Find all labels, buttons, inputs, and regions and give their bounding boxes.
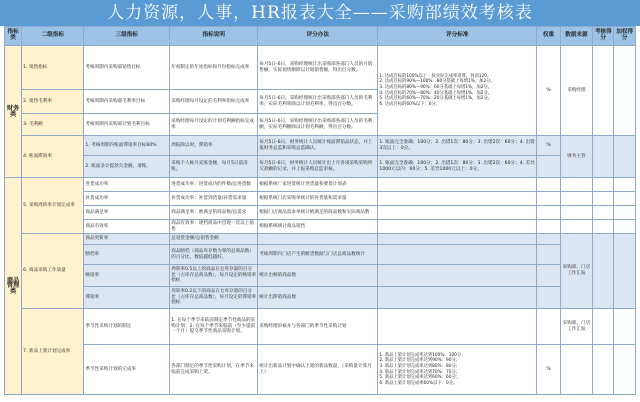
l2-cell: 3. 毛利额 (22, 114, 84, 136)
desc-cell: 采购个人帐月充账金额，每月5日前清账。 (170, 156, 258, 178)
l3-cell: 滞销率 (84, 287, 170, 309)
desc-cell: 采购经理每月设定的计划毛利额指标完成率 (170, 114, 258, 136)
header-row (5, 27, 636, 46)
score-cell[interactable] (593, 178, 614, 192)
kpi-table (4, 26, 636, 395)
source-cell: 财务主管 (560, 136, 592, 178)
score-cell[interactable] (593, 206, 614, 220)
method-cell: 根据系统门店采购单统计的补货量和需求量 (258, 192, 378, 206)
l3-cell: 商品满足率 (84, 206, 170, 220)
method-cell: 采购经理审核并与各部门的季节性采购计划 (258, 309, 378, 345)
l2-cell: 4. 账面滞销率 (22, 136, 84, 178)
desc-cell: 补货成功率：补货到货量/补货需求量 (170, 192, 258, 206)
weighted-score-cell[interactable] (614, 178, 636, 192)
table-row (5, 309, 636, 345)
weighted-score-cell[interactable] (614, 220, 636, 234)
weight-cell (537, 178, 561, 192)
table-row (5, 156, 636, 178)
l2-cell: 7. 新品上架计划完成率 (22, 309, 84, 395)
method-cell: 考核周期内门店产生的断货数据与门店总商品数统计 (258, 245, 378, 265)
method-cell: 统计出畅销商品数 (258, 265, 378, 287)
l3-cell: 断档率 (84, 245, 170, 265)
header-cell: 指标说明 (170, 27, 258, 46)
l2-cell: 1. 销售指标 (22, 46, 84, 90)
l3-cell: 考核周期内采购部计划毛利目标 (84, 114, 170, 136)
table-row (5, 136, 636, 156)
header-cell: 评分标准 (378, 27, 537, 46)
desc-cell: 周报除以时，滞销率 (170, 136, 258, 156)
l3-cell: 1. 考核周期内账面滞销率目标60% (84, 136, 170, 156)
method-cell: 每月5日-6日，财务统计人员统计账面滞销品状态，并上报财务总监和采购总监确认。 (258, 136, 378, 156)
header-cell: 加权得分 (614, 27, 636, 46)
desc-cell: 周转率0.5以上的商品在仓库存量的百分比（占库存总商品数），每月设定的畅销率指标 (170, 265, 258, 287)
header-cell: 评分办法 (258, 27, 378, 46)
source-cell (560, 178, 592, 192)
desc-cell: 周转率0.2以下的商品在仓库存量的百分比（占库存总商品数），每月设定的滞销率指标 (170, 287, 258, 309)
method-cell: 根据门店商品需求单统计被满足的商品数和实际商品数 (258, 206, 378, 220)
table-row (5, 206, 636, 220)
method-cell: 每月5日-6日，采购经理统计出采购部各部门人员的毛利率，实际毛利率除以计划毛利率，得出百分数。 (258, 90, 378, 114)
table-row (5, 287, 636, 309)
desc-cell: 各部门制定的季节性采购计划，在季节来临前完成采购上架。 (170, 345, 258, 395)
table-row (5, 245, 636, 265)
l3-cell: 商品有效率 (84, 220, 170, 234)
l3-cell: 考核周期内采购部销售目标 (84, 46, 170, 90)
sheet-title: 人力资源，人事，HR报表大全——采购部绩效考核表 (0, 0, 640, 26)
weighted-score-cell[interactable] (614, 46, 636, 136)
table-row (5, 220, 636, 234)
l3-cell: 畅销率 (84, 265, 170, 287)
score-cell[interactable] (593, 234, 614, 309)
method-cell: 根据系统统计商品销售 (258, 220, 378, 234)
weight-cell (537, 156, 561, 178)
method-cell: 每月5日-6日，财务统计人员统计出上月各项采购采购所欠款额的记录，并上报采购总监审核。 (258, 156, 378, 178)
l3-cell: 2. 账面多计提款欠金额，请账。 (84, 156, 170, 178)
std-cell: 1. 新品上架计划完成率达到100%：100分； 2. 新品上架计划完成率达到90%：90分； 3. 新品上架计划完成率达到80%：80分； 4. 新品上架计划完成率达到70%：70分； 5. 新品上架计划完成率达到60%：60分； 6. 新品上架计划完成率60%以下：0分。 (378, 345, 537, 395)
score-cell[interactable] (593, 192, 614, 206)
std-cell (378, 178, 537, 192)
table-row (5, 178, 636, 192)
score-cell[interactable] (593, 46, 614, 136)
table-row (5, 345, 636, 395)
header-cell: 权重 (537, 27, 561, 46)
desc-cell: 年初制定的年度指标和月份指标完成率 (170, 46, 258, 90)
desc-cell: 商品断档（商品库存数为零的总商品数）的百分比，数值越低越好。 (170, 245, 258, 265)
desc-cell: 采购经理每月设定的毛利率指标完成率 (170, 90, 258, 114)
method-cell: 根据系统厂家进货统计进货量和要货计划表 (258, 178, 378, 192)
weighted-score-cell[interactable] (614, 206, 636, 220)
method-cell (258, 234, 378, 245)
score-cell[interactable] (593, 220, 614, 234)
source-cell: 采购部、门店工作汇报 (560, 234, 592, 309)
l2-cell: 5. 采购周转率计划完成率 (22, 178, 84, 234)
desc-cell: 商品满足率：被满足的商品数/总需求 (170, 206, 258, 220)
weighted-score-cell[interactable] (614, 192, 636, 206)
std-cell: 1. 账面完全准确：100分；2. 出错1次：80分；3. 出错2次：60分；4. 出错3次以上：0分。 (378, 136, 537, 156)
l3-cell: 进货成功率 (84, 178, 170, 192)
weighted-score-cell[interactable] (614, 234, 636, 309)
weighted-score-cell[interactable] (614, 309, 636, 345)
header-cell: 数据来源 (560, 27, 592, 46)
desc-cell: 1. 在每个季节来临前制定季节性商品的采购计划；2. 在每个季节来临前（至少提前一个月）提交季节性商品采购计划。 (170, 309, 258, 345)
l3-cell: 商品更新率 (84, 234, 170, 245)
table-row (5, 234, 636, 245)
method-cell: 每月5日-6日，采购经理统计出采购部各部门人员的月销售额，实际销售额除以计划销售额，得出百分数。 (258, 46, 378, 90)
header-cell: 三级指标 (84, 27, 170, 46)
weight-cell: % (537, 345, 561, 395)
category-cell: 商品管理类 (5, 178, 22, 395)
score-cell[interactable] (593, 309, 614, 345)
weight-cell: % (537, 136, 561, 156)
method-cell: 统计出滞销商品数 (258, 287, 378, 309)
l3-cell: 季节性采购计划的制定 (84, 309, 170, 345)
source-cell: 采购部、门店工作汇报 (560, 309, 592, 345)
weighted-score-cell[interactable] (614, 136, 636, 178)
table-row (5, 46, 636, 90)
header-cell: 考核得分 (593, 27, 614, 46)
header-cell: 指标类 (5, 27, 22, 46)
table-row (5, 192, 636, 206)
desc-cell: 总退货金额/总销售金额 (170, 234, 258, 245)
score-cell[interactable] (593, 345, 614, 395)
l2-cell: 6. 商品采购工作质量 (22, 234, 84, 309)
std-cell: 1. 账面完全准确：100分；2. 出错1次：80分；3. 出错2次：60分；4. 差异1000元以内：60分；5. 差异1000元以上：0分。 (378, 156, 537, 178)
source-cell: 采购经理 (560, 46, 592, 136)
category-cell: 财务类 (5, 46, 22, 178)
l3-cell: 季节性采购计划的完成率 (84, 345, 170, 395)
header-cell: 二级指标 (22, 27, 84, 46)
l3-cell: 考核周期内采购部毛利率目标 (84, 90, 170, 114)
weight-cell: % (537, 46, 561, 136)
weighted-score-cell[interactable] (614, 345, 636, 395)
desc-cell: 商品有效率：建档商品中出现一次以上销售 (170, 220, 258, 234)
table-row (5, 265, 636, 287)
method-cell: 每月5日-6日，采购经理统计出采购部各部门人员的毛利额，实际毛利额除以计划毛利额，得出百分数。 (258, 114, 378, 136)
l3-cell: 补货成功率 (84, 192, 170, 206)
desc-cell: 进货成功率：进货成功的件数/总进货数 (170, 178, 258, 192)
std-cell: 1. 达成目标的100%以上：按实际完成率返算，封顶120。 2. 达成目标的90%—100%：80分基础上每增1%，加2分。 3. 达成目标的80%—90%：60分基础上每增1%，加2分。 4. 达成目标的70%—80%：40分基础上每增1%，加2分。 5. 达成目标的60%—70%：20分基础上每增1%，加2分。 6. 达成目标的60%以下：0分。 (378, 46, 537, 136)
method-cell: 统计出新品计划中确认上架的新品数量，（采购量计算月上） (258, 345, 378, 395)
l2-cell: 2. 销售毛利率 (22, 90, 84, 114)
score-cell[interactable] (593, 136, 614, 178)
